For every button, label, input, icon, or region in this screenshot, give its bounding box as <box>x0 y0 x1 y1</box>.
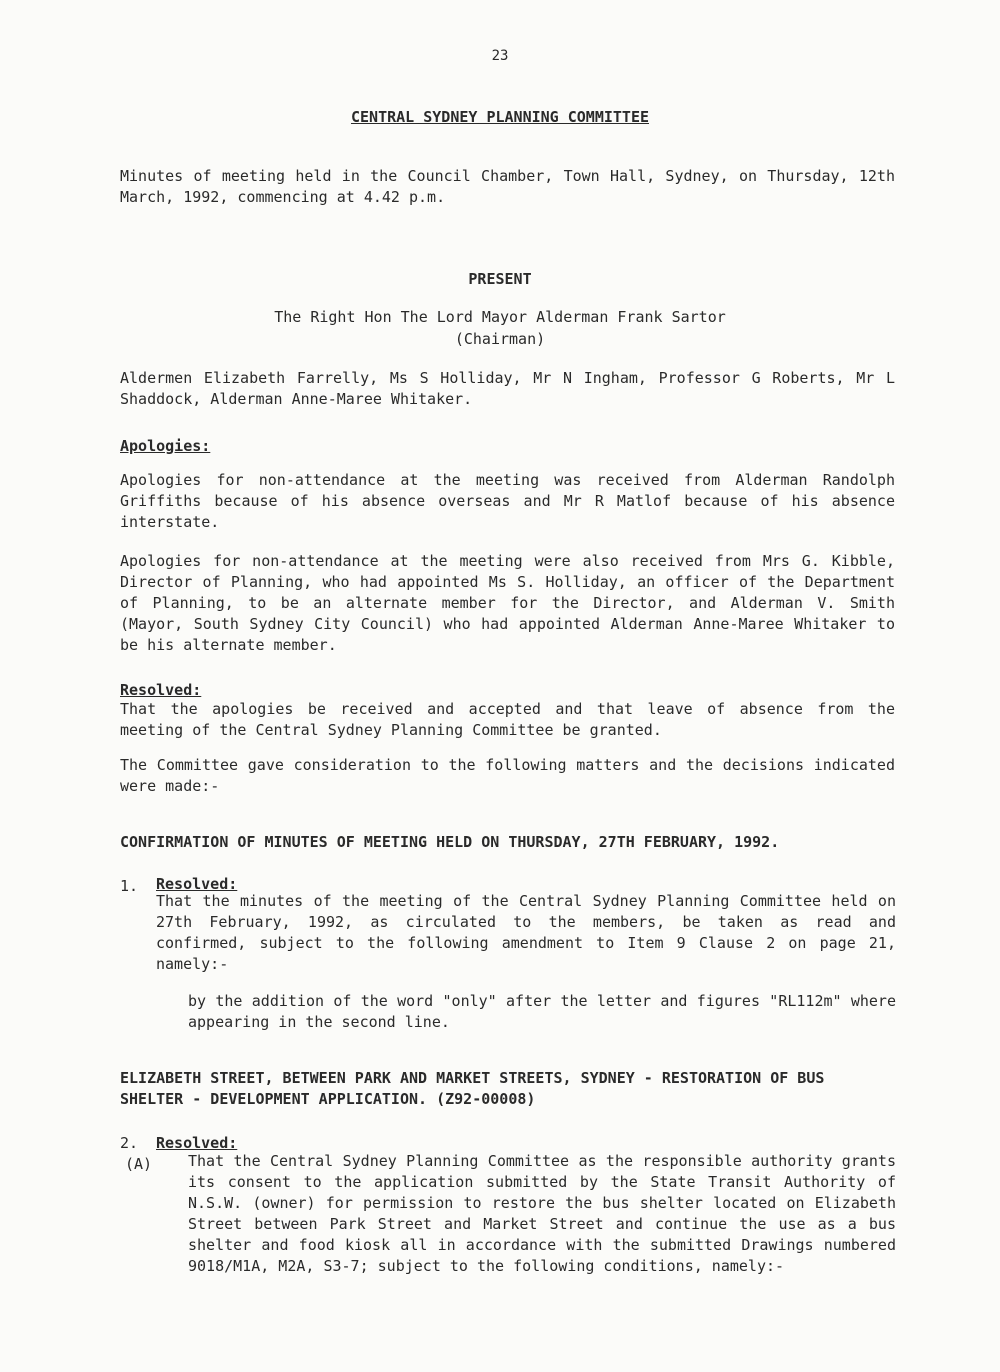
item-1-number: 1. <box>120 877 139 895</box>
item-2-number: 2. <box>120 1134 139 1152</box>
apologies-resolved-heading: Resolved: <box>120 681 202 699</box>
item-1-heading: CONFIRMATION OF MINUTES OF MEETING HELD ON THURSDAY, 27TH FEBRUARY, 1992. <box>120 833 780 851</box>
item-2-label-a: (A) <box>125 1155 153 1173</box>
item-1-resolution: That the minutes of the meeting of the Central Sydney Planning Committee held on 27th February, 1992, as circulated to the members, be taken as read and confirmed, subject to the following amendment to Item 9 Clause 2 on page 21, namely:- <box>156 892 896 973</box>
chairman-name: The Right Hon The Lord Mayor Alderman Frank Sartor <box>274 308 726 326</box>
item-2-resolved-heading: Resolved: <box>156 1134 238 1152</box>
members-present: Aldermen Elizabeth Farrelly, Ms S Holliday, Mr N Ingham, Professor G Roberts, Mr L Shaddock, Alderman Anne-Maree Whitaker. <box>120 369 895 408</box>
chairman-role: (Chairman) <box>454 330 546 348</box>
item-1-resolved-heading: Resolved: <box>156 875 238 893</box>
page-number: 23 <box>491 48 509 64</box>
item-2-heading: ELIZABETH STREET, BETWEEN PARK AND MARKET STREETS, SYDNEY - RESTORATION OF BUS SHELTER - DEVELOPMENT APPLICATION. (Z92-00008) <box>120 1069 825 1108</box>
apologies-paragraph-1: Apologies for non-attendance at the meeting was received from Alderman Randolph Griffiths because of his absence overseas and Mr R Matlof because of his absence interstate. <box>120 471 895 531</box>
item-1-amendment: by the addition of the word "only" after the letter and figures "RL112m" where appearing in the second line. <box>188 992 896 1031</box>
document-title: CENTRAL SYDNEY PLANNING COMMITTEE <box>350 108 649 126</box>
present-heading: PRESENT <box>468 270 532 288</box>
item-2-resolution-a: That the Central Sydney Planning Committee as the responsible authority grants its consent to the application submitted by the State Transit Authority of N.S.W. (owner) for permission to restore the bus shelter located on Elizabeth Street between Park Street and Market Street and continue the use as a bus shelter and food kiosk all in accordance with the submitted Drawings numbered 9018/M1A, M2A, S3-7; subject to the following conditions, namely:- <box>188 1152 896 1275</box>
apologies-heading: Apologies: <box>120 437 211 455</box>
apologies-resolved-text: That the apologies be received and accepted and that leave of absence from the meeting of the Central Sydney Planning Committee be granted. <box>120 700 895 739</box>
consideration-statement: The Committee gave consideration to the following matters and the decisions indicated were made:- <box>120 756 895 795</box>
apologies-paragraph-2: Apologies for non-attendance at the meeting were also received from Mrs G. Kibble, Director of Planning, who had appointed Ms S. Holliday, an officer of the Department of Planning, to be an alternate member for the Director, and Alderman V. Smith (Mayor, South Sydney City Council) who had appointed Alderman Anne-Maree Whitaker to be his alternate member. <box>120 552 895 654</box>
meeting-intro: Minutes of meeting held in the Council Chamber, Town Hall, Sydney, on Thursday, 12th March, 1992, commencing at 4.42 p.m. <box>120 167 895 206</box>
